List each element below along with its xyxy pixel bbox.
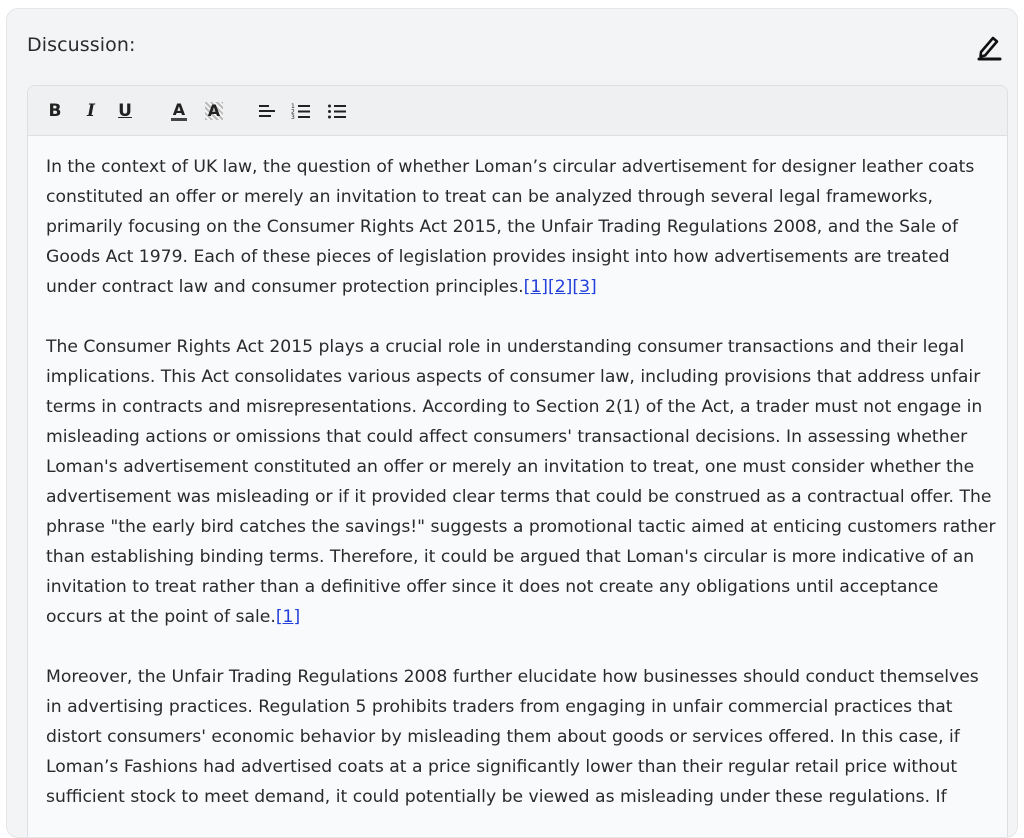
highlight-icon: A	[205, 102, 223, 120]
align-left-button[interactable]	[256, 98, 278, 124]
discussion-panel	[6, 8, 1018, 838]
svg-text:2: 2	[291, 108, 295, 116]
underline-icon: U	[118, 101, 132, 121]
svg-text:3: 3	[291, 114, 295, 120]
pencil-icon	[975, 31, 1003, 61]
citation-link[interactable]: [2]	[548, 277, 573, 297]
citation-link[interactable]: [1]	[275, 607, 301, 627]
bold-button[interactable]	[44, 98, 66, 124]
ordered-list-icon	[291, 102, 311, 120]
paragraph-text: The Consumer Rights Act 2015 plays a crucial role in understanding consumer transactions and their legal implications. This Act consolidates various aspects of consumer law, including provisions that address unfair terms in contracts and misrepresentations. According to Section 2(1) of the Act, a trader must not engage in misleading actions or omissions that could affect consumers' transactional decisions. In assessing whether Loman's advertisement constituted an offer or merely an invitation to treat, one must consider whether the advertisement was misleading or if it provided clear terms that could be construed as a contractual offer. The phrase "the early bird catches the savings!" suggests a promotional tactic aimed at enticing customers rather than establishing binding terms. Therefore, it could be argued that Loman's circular is more indicative of an invitation to treat rather than a definitive offer since it does not create any obligations until acceptance occurs at the point of sale.	[46, 337, 996, 627]
editor-content[interactable]	[46, 152, 996, 838]
svg-text:1: 1	[291, 103, 295, 110]
editor-toolbar	[28, 86, 1007, 136]
paragraph-2	[46, 332, 996, 632]
paragraph-3	[46, 662, 996, 812]
text-color-button[interactable]	[168, 98, 190, 124]
bullet-list-button[interactable]	[326, 98, 348, 124]
bold-icon: B	[48, 101, 62, 121]
rich-text-editor[interactable]	[27, 85, 1008, 838]
paragraph-text: In the context of UK law, the question of whether Loman’s circular advertisement for designer leather coats constituted an offer or merely an invitation to treat can be analyzed through several legal frameworks, primarily focusing on the Consumer Rights Act 2015, the Unfair Trading Regulations 2008, and the Sale of Goods Act 1979. Each of these pieces of legislation provides insight into how advertisements are treated under contract law and consumer protection principles.	[46, 157, 975, 297]
paragraph-text: Moreover, the Unfair Trading Regulations 2008 further elucidate how businesses should conduct themselves in advertising practices. Regulation 5 prohibits traders from engaging in unfair commercial practices that distort consumers' economic behavior by misleading them about goods or services offered. In this case, if Loman’s Fashions had advertised coats at a price significantly lower than their regular retail price without sufficient stock to meet demand, it could potentially be viewed as misleading under these regulations. If	[46, 667, 979, 807]
ordered-list-button[interactable]	[290, 98, 312, 124]
text-color-icon: A	[172, 99, 186, 119]
citation-link[interactable]: [1]	[523, 277, 549, 297]
align-left-icon	[257, 102, 277, 120]
panel-title: Discussion:	[27, 34, 136, 56]
highlight-button[interactable]	[202, 98, 226, 124]
panel-header	[7, 9, 1017, 83]
underline-button[interactable]	[114, 98, 136, 124]
italic-button[interactable]	[80, 98, 102, 124]
bullet-list-icon	[327, 102, 347, 120]
italic-icon: I	[87, 101, 95, 121]
paragraph-1	[46, 152, 996, 302]
edit-button[interactable]	[975, 31, 1003, 61]
citation-link[interactable]: [3]	[572, 277, 597, 297]
